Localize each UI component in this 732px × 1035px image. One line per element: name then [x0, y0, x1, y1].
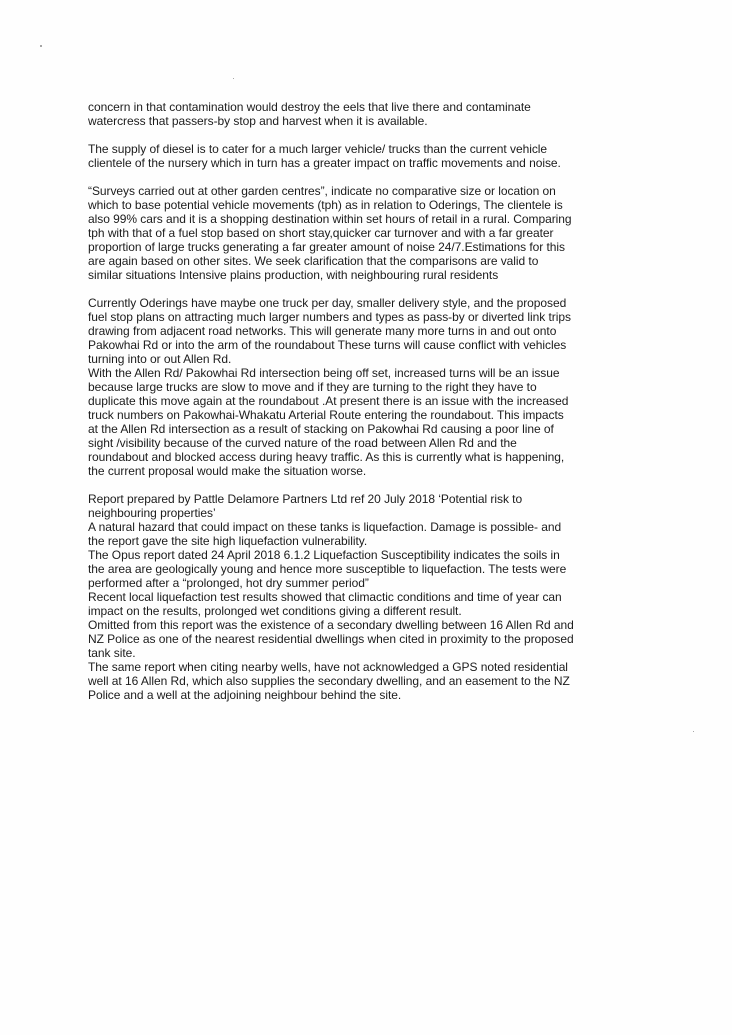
paragraph-liquefaction-report: Report prepared by Pattle Delamore Partners Ltd ref 20 July 2018 ‘Potential risk to neighbouring properties’ A natural hazard that could impact on these tanks is liquefaction. Damage is possible- and the report gave the site high liquefaction vulnerability. The Opus report dated 24 April 2018 6.1.2 Liquefaction Susceptibility indicates the soils in the area are geologically young and hence more susceptible to liquefaction. The tests were performed after a “prolonged, hot dry summer period” Recent local liquefaction test results showed that climactic conditions and time of year can impact on the results, prolonged wet conditions giving a different result. Omitted from this report was the existence of a secondary dwelling between 16 Allen Rd and NZ Police as one of the nearest residential dwellings when cited in proximity to the proposed tank site. The same report when citing nearby wells, have not acknowledged a GPS noted residential well at 16 Allen Rd, which also supplies the secondary dwelling, and an easement to the NZ Police and a well at the adjoining neighbour behind the site. [88, 492, 574, 702]
scan-speck [40, 45, 42, 47]
paragraph-diesel-supply: The supply of diesel is to cater for a much larger vehicle/ trucks than the current vehicle clientele of the nursery which in turn has a greater impact on traffic movements and noise. [88, 142, 561, 170]
paragraph-eels-watercress: concern in that contamination would destroy the eels that live there and contaminate watercress that passers-by stop and harvest when it is available. [88, 100, 531, 128]
paragraph-traffic-turns: Currently Oderings have maybe one truck per day, smaller delivery style, and the proposed fuel stop plans on attracting much larger numbers and types as pass-by or diverted link trips drawing from adjacent road networks. This will generate many more turns in and out onto Pakowhai Rd or into the arm of the roundabout These turns will cause conflict with vehicles turning into or out Allen Rd. With the Allen Rd/ Pakowhai Rd intersection being off set, increased turns will be an issue because large trucks are slow to move and if they are turning to the right they have to duplicate this move again at the roundabout .At present there is an issue with the increased truck numbers on Pakowhai-Whakatu Arterial Route entering the roundabout. This impacts at the Allen Rd intersection as a result of stacking on Pakowhai Rd causing a poor line of sight /visibility because of the curved nature of the road between Allen Rd and the roundabout and blocked access during heavy traffic. As this is currently what is happening, the current proposal would make the situation worse. [88, 296, 571, 478]
paragraph-surveys: “Surveys carried out at other garden centres”, indicate no comparative size or location on which to base potential vehicle movements (tph) as in relation to Oderings, The clientele is also 99% cars and it is a shopping destination within set hours of retail in a rural. Comparing tph with that of a fuel stop based on short stay,quicker car turnover and with a far greater proportion of large trucks generating a far greater amount of noise 24/7.Estimations for this are again based on other sites. We seek clarification that the comparisons are valid to similar situations Intensive plains production, with neighbouring rural residents [88, 184, 572, 282]
scan-speck [693, 731, 694, 732]
document-body [88, 100, 660, 702]
scan-speck [233, 78, 234, 79]
